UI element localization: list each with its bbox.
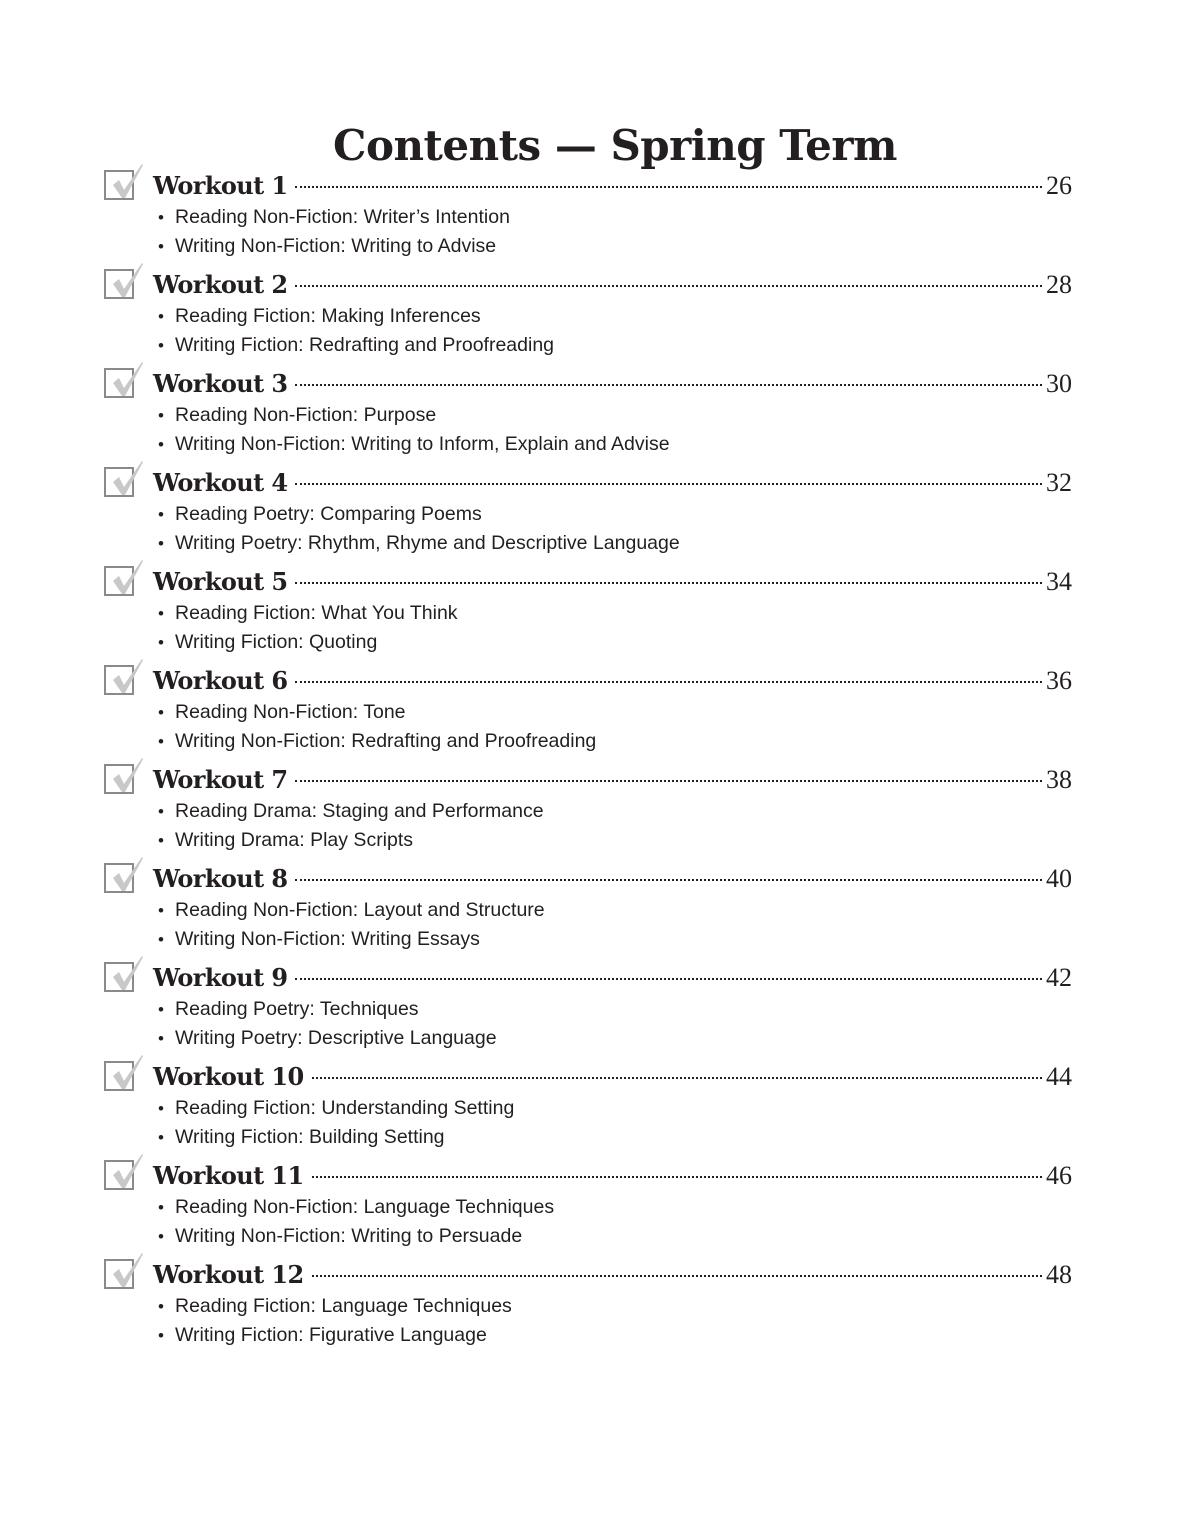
toc-entry-workout-10 <box>104 1054 1072 1153</box>
checked-box-icon[interactable] <box>104 764 134 794</box>
topic-item <box>158 1222 554 1251</box>
toc-entry-workout-4 <box>104 460 1072 559</box>
bullet-icon: • <box>158 1297 164 1316</box>
checkmark-icon <box>108 460 144 498</box>
toc-entry-workout-1 <box>104 163 1072 262</box>
checked-box-icon[interactable] <box>104 170 134 200</box>
workout-title: Workout 3 <box>153 369 288 398</box>
topic-label: Reading Non-Fiction: Language Techniques <box>175 1196 555 1218</box>
bullet-icon: • <box>158 1128 164 1147</box>
topic-label: Reading Non-Fiction: Purpose <box>175 404 437 426</box>
toc-entry-workout-11 <box>104 1153 1072 1252</box>
topic-list <box>158 797 544 855</box>
toc-heading-row[interactable] <box>153 466 1072 500</box>
bullet-icon: • <box>158 1227 164 1246</box>
topic-label: Reading Non-Fiction: Writer’s Intention <box>175 206 510 228</box>
dot-leader <box>295 186 1042 188</box>
topic-item <box>158 529 680 558</box>
checkmark-icon <box>108 559 144 597</box>
checkmark-icon <box>108 658 144 696</box>
bullet-icon: • <box>158 336 164 355</box>
toc-entry-workout-7 <box>104 757 1072 856</box>
checkmark-icon <box>108 163 144 201</box>
topic-list <box>158 896 545 954</box>
bullet-icon: • <box>158 1029 164 1048</box>
topic-list <box>158 1292 512 1350</box>
page-number: 34 <box>1046 567 1072 596</box>
checked-box-icon[interactable] <box>104 1259 134 1289</box>
dot-leader <box>295 582 1042 584</box>
page-number: 40 <box>1046 864 1072 893</box>
topic-item <box>158 1123 514 1152</box>
dot-leader <box>295 285 1042 287</box>
bullet-icon: • <box>158 633 164 652</box>
dot-leader <box>295 681 1042 683</box>
topic-item <box>158 925 545 954</box>
bullet-icon: • <box>158 307 164 326</box>
topic-label: Writing Fiction: Quoting <box>175 631 378 653</box>
page-number: 38 <box>1046 765 1072 794</box>
dot-leader <box>295 879 1042 881</box>
topic-item <box>158 995 497 1024</box>
topic-item <box>158 698 596 727</box>
dot-leader <box>295 978 1042 980</box>
page-number: 46 <box>1046 1161 1072 1190</box>
toc-heading-row[interactable] <box>153 367 1072 401</box>
page-number: 28 <box>1046 270 1072 299</box>
toc-heading-row[interactable] <box>153 565 1072 599</box>
topic-label: Writing Non-Fiction: Writing Essays <box>175 928 480 950</box>
page-number: 44 <box>1046 1062 1072 1091</box>
topic-label: Reading Fiction: What You Think <box>175 602 458 624</box>
workout-title: Workout 10 <box>153 1062 304 1091</box>
checkmark-icon <box>108 856 144 894</box>
topic-label: Reading Fiction: Making Inferences <box>175 305 481 327</box>
topic-label: Writing Non-Fiction: Writing to Inform, Explain and Advise <box>175 433 670 455</box>
topic-item <box>158 302 554 331</box>
bullet-icon: • <box>158 505 164 524</box>
topic-item <box>158 331 554 360</box>
checkmark-icon <box>108 361 144 399</box>
page-number: 30 <box>1046 369 1072 398</box>
checkmark-icon <box>108 757 144 795</box>
toc-heading-row[interactable] <box>153 664 1072 698</box>
topic-label: Reading Non-Fiction: Tone <box>175 701 406 723</box>
page-number: 26 <box>1046 171 1072 200</box>
page-number: 42 <box>1046 963 1072 992</box>
topic-label: Reading Poetry: Techniques <box>175 998 419 1020</box>
checkmark-icon <box>108 1153 144 1191</box>
topic-list <box>158 203 510 261</box>
topic-label: Writing Drama: Play Scripts <box>175 829 414 851</box>
toc-entry-workout-3 <box>104 361 1072 460</box>
workout-title: Workout 8 <box>153 864 288 893</box>
page-number: 48 <box>1046 1260 1072 1289</box>
topic-item <box>158 1024 497 1053</box>
topic-label: Reading Non-Fiction: Layout and Structure <box>175 899 545 921</box>
topic-label: Writing Poetry: Rhythm, Rhyme and Descriptive Language <box>175 532 680 554</box>
checkmark-icon <box>108 262 144 300</box>
bullet-icon: • <box>158 208 164 227</box>
bullet-icon: • <box>158 802 164 821</box>
topic-item <box>158 203 510 232</box>
workout-title: Workout 9 <box>153 963 288 992</box>
dot-leader <box>312 1077 1042 1079</box>
workout-title: Workout 1 <box>153 171 288 200</box>
toc-entry-workout-12 <box>104 1252 1072 1351</box>
bullet-icon: • <box>158 534 164 553</box>
dot-leader <box>312 1176 1042 1178</box>
checked-box-icon[interactable] <box>104 269 134 299</box>
checkmark-icon <box>108 1252 144 1290</box>
checked-box-icon[interactable] <box>104 962 134 992</box>
bullet-icon: • <box>158 604 164 623</box>
bullet-icon: • <box>158 831 164 850</box>
topic-label: Writing Non-Fiction: Writing to Advise <box>175 235 497 257</box>
topic-item <box>158 232 510 261</box>
toc-heading-row[interactable] <box>153 862 1072 896</box>
dot-leader <box>295 483 1042 485</box>
workout-title: Workout 6 <box>153 666 288 695</box>
topic-item <box>158 500 680 529</box>
workout-title: Workout 4 <box>153 468 288 497</box>
topic-item <box>158 826 544 855</box>
checked-box-icon[interactable] <box>104 1160 134 1190</box>
bullet-icon: • <box>158 703 164 722</box>
topic-label: Reading Poetry: Comparing Poems <box>175 503 482 525</box>
checkmark-icon <box>108 955 144 993</box>
checked-box-icon[interactable] <box>104 665 134 695</box>
topic-label: Writing Fiction: Building Setting <box>175 1126 445 1148</box>
dot-leader <box>295 384 1042 386</box>
topic-label: Reading Drama: Staging and Performance <box>175 800 544 822</box>
topic-label: Writing Poetry: Descriptive Language <box>175 1027 497 1049</box>
topic-label: Writing Non-Fiction: Writing to Persuade <box>175 1225 523 1247</box>
checked-box-icon[interactable] <box>104 566 134 596</box>
checkmark-icon <box>108 1054 144 1092</box>
bullet-icon: • <box>158 406 164 425</box>
bullet-icon: • <box>158 1326 164 1345</box>
topic-label: Reading Fiction: Understanding Setting <box>175 1097 515 1119</box>
topic-label: Writing Fiction: Redrafting and Proofreading <box>175 334 555 356</box>
bullet-icon: • <box>158 732 164 751</box>
topic-list <box>158 995 497 1053</box>
checked-box-icon[interactable] <box>104 368 134 398</box>
bullet-icon: • <box>158 435 164 454</box>
bullet-icon: • <box>158 1000 164 1019</box>
topic-item <box>158 430 670 459</box>
toc-entry-workout-2 <box>104 262 1072 361</box>
topic-list <box>158 302 554 360</box>
topic-item <box>158 1292 512 1321</box>
topic-list <box>158 599 458 657</box>
toc-heading-row[interactable] <box>153 763 1072 797</box>
workout-title: Workout 7 <box>153 765 288 794</box>
topic-item <box>158 1193 554 1222</box>
toc-heading-row[interactable] <box>153 1060 1072 1094</box>
checked-box-icon[interactable] <box>104 863 134 893</box>
topic-item <box>158 896 545 925</box>
topic-item <box>158 628 458 657</box>
toc-entry-workout-6 <box>104 658 1072 757</box>
checked-box-icon[interactable] <box>104 467 134 497</box>
topic-item <box>158 797 544 826</box>
table-of-contents <box>104 163 1072 1351</box>
page-number: 36 <box>1046 666 1072 695</box>
bullet-icon: • <box>158 1198 164 1217</box>
topic-item <box>158 599 458 628</box>
toc-entry-workout-9 <box>104 955 1072 1054</box>
dot-leader <box>312 1275 1042 1277</box>
toc-entry-workout-5 <box>104 559 1072 658</box>
topic-label: Writing Non-Fiction: Redrafting and Proofreading <box>175 730 597 752</box>
page-title: Contents — Spring Term <box>333 121 897 171</box>
workout-title: Workout 11 <box>153 1161 304 1190</box>
toc-entry-workout-8 <box>104 856 1072 955</box>
toc-heading-row[interactable] <box>153 961 1072 995</box>
topic-label: Writing Fiction: Figurative Language <box>175 1324 487 1346</box>
topic-list <box>158 500 680 558</box>
workout-title: Workout 12 <box>153 1260 304 1289</box>
workout-title: Workout 2 <box>153 270 288 299</box>
workout-title: Workout 5 <box>153 567 288 596</box>
toc-heading-row[interactable] <box>153 169 1072 203</box>
bullet-icon: • <box>158 930 164 949</box>
topic-list <box>158 401 670 459</box>
topic-list <box>158 1094 514 1152</box>
page-number: 32 <box>1046 468 1072 497</box>
toc-heading-row[interactable] <box>153 1159 1072 1193</box>
topic-list <box>158 1193 554 1251</box>
toc-heading-row[interactable] <box>153 1258 1072 1292</box>
topic-item <box>158 1094 514 1123</box>
topic-list <box>158 698 596 756</box>
dot-leader <box>295 780 1042 782</box>
topic-item <box>158 401 670 430</box>
bullet-icon: • <box>158 237 164 256</box>
bullet-icon: • <box>158 1099 164 1118</box>
bullet-icon: • <box>158 901 164 920</box>
topic-item <box>158 727 596 756</box>
topic-label: Reading Fiction: Language Techniques <box>175 1295 512 1317</box>
toc-heading-row[interactable] <box>153 268 1072 302</box>
checked-box-icon[interactable] <box>104 1061 134 1091</box>
topic-item <box>158 1321 512 1350</box>
